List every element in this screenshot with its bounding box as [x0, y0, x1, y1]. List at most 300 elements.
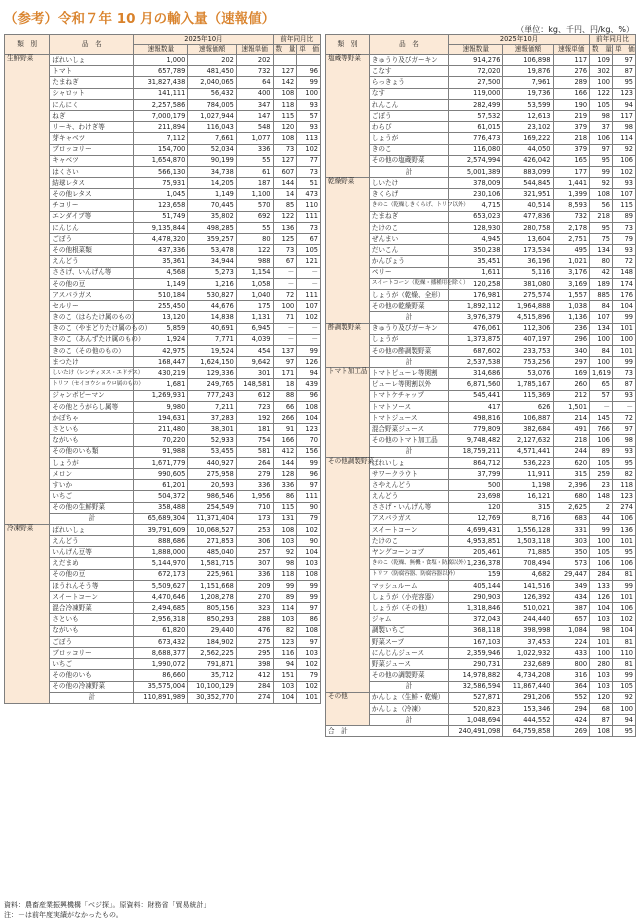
unit-price-cell: 723 — [236, 401, 273, 412]
price-yoy-cell: 99 — [297, 77, 321, 88]
qty-yoy-cell: 133 — [590, 580, 613, 591]
qty-cell: 2,359,946 — [449, 647, 503, 658]
price-yoy-cell: 97 — [297, 603, 321, 614]
qty-yoy-cell: 115 — [273, 502, 297, 513]
price-yoy-cell: 101 — [612, 323, 635, 334]
qty-cell: 888,686 — [134, 536, 188, 547]
qty-cell: 1,611 — [449, 267, 503, 278]
price-yoy-cell: 105 — [297, 245, 321, 256]
price-yoy-cell: 98 — [612, 435, 635, 446]
value-cell: 19,876 — [503, 66, 553, 77]
price-yoy-cell: 90 — [297, 502, 321, 513]
item-name: ささげ、いんげん等 — [50, 267, 134, 278]
price-yoy-cell: 108 — [297, 569, 321, 580]
qty-yoy-cell: 72 — [273, 289, 297, 300]
qty-yoy-cell: 125 — [273, 234, 297, 245]
value-cell: 4,734,208 — [503, 670, 553, 681]
unit-price-cell: 350 — [553, 547, 590, 558]
value-cell: 784,005 — [188, 99, 237, 110]
qty-cell: 42,975 — [134, 345, 188, 356]
qty-cell: 27,500 — [449, 77, 503, 88]
qty-yoy-cell: 128 — [273, 468, 297, 479]
table-row — [326, 88, 636, 99]
item-name: たけのこ — [369, 536, 448, 547]
qty-cell: 378,009 — [449, 178, 503, 189]
value-cell: 19,524 — [188, 345, 237, 356]
qty-cell: 91,988 — [134, 446, 188, 457]
price-yoy-cell: 106 — [612, 558, 635, 569]
qty-cell: 61,820 — [134, 625, 188, 636]
unit-price-cell: 988 — [236, 256, 273, 267]
qty-cell: 779,809 — [449, 424, 503, 435]
qty-cell: 61,015 — [449, 122, 503, 133]
item-name: その他のいも — [50, 670, 134, 681]
table-row — [5, 133, 321, 144]
category-cell: その他 — [326, 692, 370, 726]
table-row — [326, 55, 636, 66]
qty-cell: 282,499 — [449, 99, 503, 110]
item-name: まつたけ — [50, 357, 134, 368]
table-row — [5, 379, 321, 390]
qty-yoy-cell: 108 — [273, 524, 297, 535]
table-row — [5, 256, 321, 267]
table-row — [326, 222, 636, 233]
qty-yoy-cell: 120 — [273, 122, 297, 133]
qty-cell: 70,220 — [134, 435, 188, 446]
qty-yoy-cell: 103 — [273, 681, 297, 692]
table-row — [5, 66, 321, 77]
table-row — [5, 301, 321, 312]
qty-yoy-cell: 336 — [273, 480, 297, 491]
table-row — [326, 267, 636, 278]
item-name: その他の乾燥野菜 — [369, 301, 448, 312]
price-yoy-cell: 79 — [297, 670, 321, 681]
qty-cell: 9,135,844 — [134, 222, 188, 233]
unit-price-cell: 301 — [236, 368, 273, 379]
qty-cell: 527,871 — [449, 692, 503, 703]
unit-price-cell: 2,751 — [553, 234, 590, 245]
value-cell: 7,961 — [503, 77, 553, 88]
qty-cell: 1,892,112 — [449, 301, 503, 312]
qty-cell: 12,769 — [449, 513, 503, 524]
price-yoy-cell: 73 — [612, 222, 635, 233]
unit-price-cell: 3,176 — [553, 267, 590, 278]
header-price-yoy: 単 価 — [297, 45, 321, 55]
price-yoy-cell: 102 — [297, 659, 321, 670]
price-yoy-cell: 51 — [297, 178, 321, 189]
value-cell: 141,516 — [503, 580, 553, 591]
qty-cell: 194,631 — [134, 413, 188, 424]
item-name: かんぴょう — [369, 256, 448, 267]
qty-cell: 500 — [449, 480, 503, 491]
value-cell: 126,392 — [503, 592, 553, 603]
price-yoy-cell: 102 — [297, 312, 321, 323]
qty-yoy-cell: 2 — [590, 502, 613, 513]
unit-price-cell: 379 — [553, 122, 590, 133]
item-name: ペリー — [369, 267, 448, 278]
qty-yoy-cell: 766 — [590, 424, 613, 435]
header-yoy: 前年同月比 — [590, 35, 636, 45]
item-name: その他の塩蔵野菜 — [369, 155, 448, 166]
qty-yoy-cell: 71 — [273, 312, 297, 323]
value-cell: 544,845 — [503, 178, 553, 189]
table-row — [326, 491, 636, 502]
price-yoy-cell: 148 — [612, 267, 635, 278]
qty-yoy-cell: 98 — [273, 558, 297, 569]
value-cell: 106,898 — [503, 55, 553, 66]
unit-price-cell: 1,136 — [553, 312, 590, 323]
item-name: にんじんジュース — [369, 647, 448, 658]
qty-cell: 776,473 — [449, 133, 503, 144]
unit-price-cell: 3,169 — [553, 278, 590, 289]
unit-price-cell: 288 — [236, 614, 273, 625]
value-cell: 34,738 — [188, 166, 237, 177]
price-yoy-cell: 104 — [612, 625, 635, 636]
grand-total-unit-price-cell: 269 — [553, 726, 590, 737]
price-yoy-cell: 100 — [612, 334, 635, 345]
qty-cell: 498,816 — [449, 413, 503, 424]
qty-yoy-cell: 106 — [590, 133, 613, 144]
unit-price-cell: 8,593 — [553, 200, 590, 211]
table-row — [5, 289, 321, 300]
header-value: 速報価額 — [188, 45, 237, 55]
unit-price-cell: 340 — [553, 345, 590, 356]
unit-price-cell: 1,956 — [236, 491, 273, 502]
table-row — [326, 457, 636, 468]
qty-yoy-cell: 23 — [590, 480, 613, 491]
value-cell: 280,758 — [503, 222, 553, 233]
value-cell: 530,827 — [188, 289, 237, 300]
unit-price-cell: 260 — [553, 379, 590, 390]
qty-yoy-cell: 82 — [273, 625, 297, 636]
unit-price-cell: 710 — [236, 502, 273, 513]
item-name: スイートコーン — [369, 524, 448, 535]
qty-yoy-cell: 122 — [590, 88, 613, 99]
price-yoy-cell: 73 — [612, 368, 635, 379]
qty-cell: 230,106 — [449, 189, 503, 200]
qty-yoy-cell: 94 — [273, 659, 297, 670]
unit-price-cell: 264 — [236, 457, 273, 468]
price-yoy-cell: 108 — [297, 625, 321, 636]
price-yoy-cell: 81 — [612, 636, 635, 647]
value-cell: 7,211 — [188, 401, 237, 412]
qty-cell: 510,184 — [134, 289, 188, 300]
item-name: 野菜ジュース — [369, 659, 448, 670]
price-yoy-cell: 93 — [297, 99, 321, 110]
value-cell: 291,206 — [503, 692, 553, 703]
price-yoy-cell: － — [297, 267, 321, 278]
qty-cell: 23,698 — [449, 491, 503, 502]
item-name: しょうが — [369, 133, 448, 144]
unit-price-cell: 495 — [553, 245, 590, 256]
qty-yoy-cell: 134 — [590, 245, 613, 256]
table-row — [5, 491, 321, 502]
unit-price-cell: 224 — [553, 636, 590, 647]
grand-total-qty-yoy-cell: 108 — [590, 726, 613, 737]
price-yoy-cell: 123 — [612, 491, 635, 502]
header-unit-price: 速報単価 — [236, 45, 273, 55]
value-cell: 805,156 — [188, 603, 237, 614]
price-yoy-cell: 97 — [297, 480, 321, 491]
qty-yoy-cell: 108 — [273, 88, 297, 99]
value-cell: 407,197 — [503, 334, 553, 345]
value-cell: 498,285 — [188, 222, 237, 233]
qty-yoy-cell: 148 — [590, 491, 613, 502]
value-cell: 90,199 — [188, 155, 237, 166]
item-name: きのこ（乾燥しきくらげ、トリフ以外） — [369, 200, 448, 211]
price-yoy-cell: 123 — [297, 424, 321, 435]
unit-price-cell: 55 — [236, 222, 273, 233]
value-cell: 184,902 — [188, 636, 237, 647]
unit-price-cell: 315 — [553, 468, 590, 479]
header-qty: 速報数量 — [449, 45, 503, 55]
price-yoy-cell: 97 — [297, 636, 321, 647]
price-yoy-cell: 87 — [612, 379, 635, 390]
unit-price-cell: 295 — [236, 647, 273, 658]
qty-cell: 4,699,431 — [449, 524, 503, 535]
unit-price-cell: 244 — [553, 446, 590, 457]
table-row — [326, 122, 636, 133]
qty-yoy-cell: 104 — [273, 692, 297, 703]
header-price-yoy: 単 価 — [612, 45, 635, 55]
price-yoy-cell — [297, 55, 321, 66]
item-name: ながいも — [50, 625, 134, 636]
qty-yoy-cell: 885 — [590, 289, 613, 300]
price-yoy-cell: 93 — [297, 122, 321, 133]
price-yoy-cell: 99 — [297, 345, 321, 356]
price-yoy-cell: 72 — [612, 413, 635, 424]
unit-price-cell: 732 — [236, 66, 273, 77]
subtotal-row — [326, 681, 636, 692]
price-yoy-cell: 102 — [612, 166, 635, 177]
qty-cell: 437,336 — [134, 245, 188, 256]
item-name: その他のいも類 — [50, 446, 134, 457]
qty-yoy-cell: 65 — [590, 379, 613, 390]
value-cell: 359,257 — [188, 234, 237, 245]
qty-yoy-cell: 136 — [273, 222, 297, 233]
qty-cell: 314,686 — [449, 368, 503, 379]
table-row — [326, 502, 636, 513]
item-name: 計 — [50, 692, 134, 703]
price-yoy-cell: 92 — [612, 692, 635, 703]
unit-price-cell: 169 — [553, 368, 590, 379]
value-cell: 10,068,527 — [188, 524, 237, 535]
qty-cell: 2,956,318 — [134, 614, 188, 625]
unit-price-cell: 9,642 — [236, 357, 273, 368]
value-cell: 106,887 — [503, 413, 553, 424]
item-name: えんどう — [50, 256, 134, 267]
unit-price-cell: 181 — [236, 424, 273, 435]
qty-yoy-cell: 123 — [273, 636, 297, 647]
value-cell: 398,998 — [503, 625, 553, 636]
qty-yoy-cell: 99 — [590, 166, 613, 177]
qty-cell: 1,318,846 — [449, 603, 503, 614]
value-cell: 440,927 — [188, 457, 237, 468]
qty-cell: 5,859 — [134, 323, 188, 334]
unit-price-cell: 29,447 — [553, 569, 590, 580]
qty-yoy-cell: 66 — [273, 401, 297, 412]
qty-yoy-cell: 105 — [590, 457, 613, 468]
value-cell: 4,515,896 — [503, 312, 553, 323]
table-row — [5, 200, 321, 211]
table-row — [5, 368, 321, 379]
value-cell: 708,494 — [503, 558, 553, 569]
qty-yoy-cell: 103 — [273, 614, 297, 625]
price-yoy-cell: 104 — [297, 413, 321, 424]
item-name: しょうが — [369, 334, 448, 345]
item-name: きのこ（はらたけ属のもの） — [50, 312, 134, 323]
price-yoy-cell: 176 — [612, 289, 635, 300]
price-yoy-cell: 99 — [297, 457, 321, 468]
price-yoy-cell: 103 — [297, 647, 321, 658]
qty-cell: 1,236,378 — [449, 558, 503, 569]
qty-yoy-cell: 44 — [590, 513, 613, 524]
item-name: しょうが（その他） — [369, 603, 448, 614]
qty-yoy-cell: 120 — [590, 692, 613, 703]
value-cell: 53,478 — [188, 245, 237, 256]
unit-price-cell: 800 — [553, 659, 590, 670]
qty-yoy-cell: 89 — [273, 592, 297, 603]
table-row — [326, 614, 636, 625]
qty-yoy-cell: 116 — [273, 647, 297, 658]
table-row — [5, 625, 321, 636]
price-yoy-cell: 96 — [297, 468, 321, 479]
table-row — [326, 480, 636, 491]
price-yoy-cell: 106 — [612, 513, 635, 524]
price-yoy-cell: 114 — [612, 133, 635, 144]
table-row — [326, 368, 636, 379]
value-cell: 753,256 — [503, 357, 553, 368]
unit-price-cell: 573 — [553, 558, 590, 569]
qty-cell: 4,953,851 — [449, 536, 503, 547]
qty-yoy-cell: 166 — [273, 435, 297, 446]
price-yoy-cell: 106 — [612, 603, 635, 614]
item-name: リーキ、わけぎ等 — [50, 122, 134, 133]
table-row — [5, 144, 321, 155]
item-name: ばれいしょ — [50, 55, 134, 66]
price-yoy-cell: 121 — [297, 256, 321, 267]
table-row — [326, 580, 636, 591]
qty-yoy-cell: 1,619 — [590, 368, 613, 379]
qty-cell: 405,144 — [449, 580, 503, 591]
subtotal-row — [326, 446, 636, 457]
price-yoy-cell: 92 — [612, 144, 635, 155]
unit-price-cell: 491 — [553, 424, 590, 435]
unit-price-cell: 297 — [553, 357, 590, 368]
qty-cell: 2,574,994 — [449, 155, 503, 166]
item-name: トリフ（防腐容器、防腐容器以外） — [369, 569, 448, 580]
qty-cell: 476,061 — [449, 323, 503, 334]
table-row — [5, 357, 321, 368]
qty-yoy-cell: 100 — [273, 301, 297, 312]
table-row — [5, 468, 321, 479]
price-yoy-cell: 105 — [612, 681, 635, 692]
qty-yoy-cell: 73 — [273, 144, 297, 155]
qty-cell: 1,888,000 — [134, 547, 188, 558]
price-yoy-cell: 111 — [297, 289, 321, 300]
table-row — [5, 457, 321, 468]
item-name: ばれいしょ — [50, 524, 134, 535]
subtotal-row — [5, 692, 321, 703]
qty-cell: 990,605 — [134, 468, 188, 479]
item-name: ヤングコーンコブ — [369, 547, 448, 558]
qty-cell: 255,450 — [134, 301, 188, 312]
qty-yoy-cell: 100 — [590, 647, 613, 658]
value-cell: 16,121 — [503, 491, 553, 502]
qty-yoy-cell: 144 — [273, 178, 297, 189]
table-row — [326, 200, 636, 211]
table-row — [326, 424, 636, 435]
item-name: きのこ — [369, 144, 448, 155]
price-yoy-cell: 107 — [297, 301, 321, 312]
qty-yoy-cell: 37 — [590, 122, 613, 133]
qty-cell: 61,201 — [134, 480, 188, 491]
table-row — [326, 323, 636, 334]
qty-yoy-cell: 97 — [273, 357, 297, 368]
qty-yoy-cell: 92 — [590, 178, 613, 189]
value-cell: 1,208,278 — [188, 592, 237, 603]
item-name: 混合冷凍野菜 — [50, 603, 134, 614]
table-row — [326, 647, 636, 658]
table-row — [326, 536, 636, 547]
qty-cell: 2,257,586 — [134, 99, 188, 110]
table-row — [5, 536, 321, 547]
value-cell: 1,503,118 — [503, 536, 553, 547]
price-yoy-cell: 104 — [612, 301, 635, 312]
table-row — [326, 636, 636, 647]
value-cell: 233,753 — [503, 345, 553, 356]
item-name: きのこ（やまどりたけ属のもの） — [50, 323, 134, 334]
table-row — [326, 513, 636, 524]
item-name: いんげん豆等 — [50, 547, 134, 558]
table-row — [326, 670, 636, 681]
value-cell: 271,853 — [188, 536, 237, 547]
value-cell: 35,802 — [188, 211, 237, 222]
price-yoy-cell: － — [297, 278, 321, 289]
item-name: しょうが — [50, 457, 134, 468]
qty-cell: 72,020 — [449, 66, 503, 77]
table-row — [5, 558, 321, 569]
item-name: その他の豆 — [50, 569, 134, 580]
price-yoy-cell: 72 — [612, 256, 635, 267]
qty-cell: 119,000 — [449, 88, 503, 99]
table-row — [326, 110, 636, 121]
unit-price-cell: 1,038 — [553, 301, 590, 312]
import-table-left — [4, 34, 321, 704]
value-cell: 169,222 — [503, 133, 553, 144]
grand-total-label: 合 計 — [326, 726, 449, 737]
qty-yoy-cell: 73 — [273, 245, 297, 256]
unit-price-cell: 657 — [553, 614, 590, 625]
item-name: ごぼう — [50, 234, 134, 245]
table-row — [326, 625, 636, 636]
price-yoy-cell: 96 — [297, 390, 321, 401]
value-cell: 481,450 — [188, 66, 237, 77]
table-row — [326, 245, 636, 256]
price-yoy-cell: 86 — [297, 614, 321, 625]
qty-cell: 116,080 — [449, 144, 503, 155]
table-row — [326, 569, 636, 580]
unit-price-cell: 331 — [553, 524, 590, 535]
unit-price-cell: 379 — [553, 144, 590, 155]
price-yoy-cell: 99 — [297, 592, 321, 603]
qty-yoy-cell: 151 — [273, 670, 297, 681]
unit-price-cell: 434 — [553, 592, 590, 603]
price-yoy-cell: 110 — [612, 647, 635, 658]
header-value: 速報価額 — [503, 45, 553, 55]
item-name: だいこん — [369, 245, 448, 256]
table-row — [5, 502, 321, 513]
